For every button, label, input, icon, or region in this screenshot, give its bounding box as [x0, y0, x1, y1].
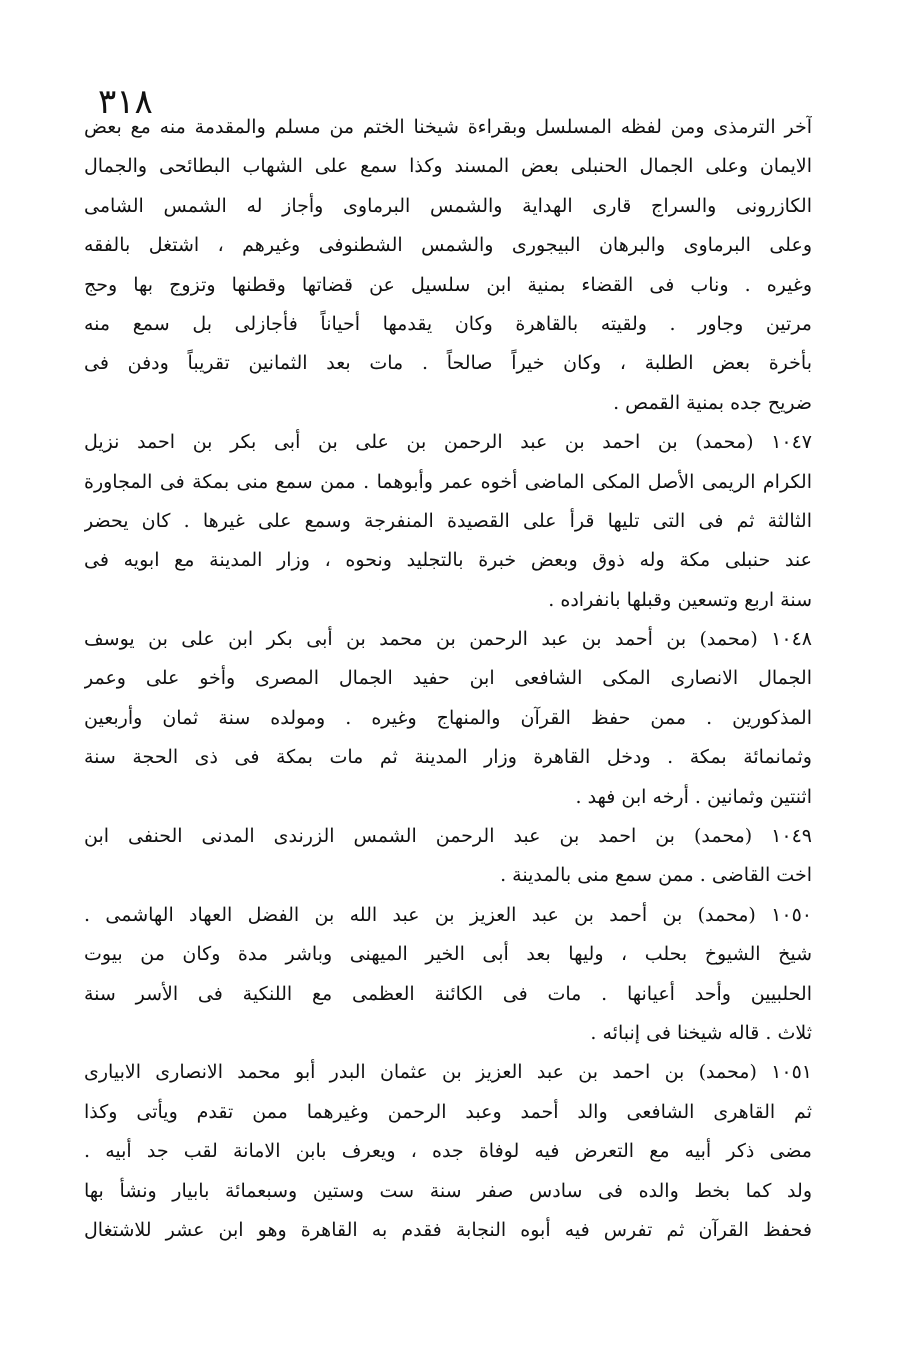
text-line: اخت القاضى . ممن سمع منى بالمدينة .	[500, 864, 812, 887]
text-line: مضى ذكر أبيه مع التعرض فيه لوفاة جده ، ويعرف بابن الامانة لقب جد أبيه .	[84, 1140, 812, 1163]
text-line: ١٠٤٨ (محمد) بن أحمد بن عبد الرحمن بن محمد بن أبى بكر ابن على بن يوسف	[84, 628, 812, 651]
text-line: ١٠٤٩ (محمد) بن احمد بن عبد الرحمن الشمس الزرندى المدنى الحنفى ابن	[84, 825, 812, 848]
text-line: ثم القاهرى الشافعى والد أحمد وعبد الرحمن وغيرهما ممن تقدم ويأتى وكذا	[84, 1100, 812, 1123]
text-line: سنة اربع وتسعين وقبلها بانفراده .	[548, 588, 812, 611]
text-line: آخر الترمذى ومن لفظه المسلسل وبقراءة شيخنا الختم من مسلم والمقدمة منه مع بعض	[84, 116, 812, 138]
text-line: اثنتين وثمانين . أرخه ابن فهد .	[575, 785, 812, 808]
text-line: شيخ الشيوخ بحلب ، وليها بعد أبى الخير الميهنى وباشر مدة وكان من بيوت	[84, 943, 812, 966]
body-text	[84, 108, 812, 1250]
text-line: عند حنبلى مكة وله ذوق وبعض خبرة بالتجليد ونحوه ، وزار المدينة مع ابويه فى	[84, 549, 812, 572]
page-number: ٣١٨	[98, 82, 153, 122]
text-line: الايمان وعلى الجمال الحنبلى بعض المسند وكذا سمع على الشهاب البطائحى والجمال	[84, 155, 812, 178]
text-line: وعلى البرماوى والبرهان البيجورى والشمس الشطنوفى وغيرهم ، اشتغل بالفقه	[84, 234, 812, 257]
text-line: الثالثة ثم فى التى تليها قرأ على القصيدة المنفرجة وسمع على غيرها . كان يحضر	[84, 509, 812, 532]
text-line: ثلاث . قاله شيخنا فى إنبائه .	[590, 1021, 812, 1044]
text-line: ١٠٥١ (محمد) بن احمد بن عبد العزيز بن عثمان البدر أبو محمد الانصارى الابيارى	[84, 1061, 812, 1084]
text-line: وثمانمائة بمكة . ودخل القاهرة وزار المدينة ثم مات بمكة فى ذى الحجة سنة	[84, 746, 812, 769]
text-line: فحفظ القرآن ثم تفرس فيه أبوه النجابة فقدم به القاهرة وهو ابن عشر للاشتغال	[84, 1218, 812, 1241]
text-line: ولد كما بخط والده فى سادس صفر سنة ست وستين وسبعمائة بابيار ونشأ بها	[84, 1179, 812, 1202]
text-line: ضريح جده بمنية القمص .	[613, 391, 812, 414]
text-line: ١٠٤٧ (محمد) بن احمد بن عبد الرحمن بن على بن أبى بكر بن احمد نزيل	[84, 431, 812, 454]
text-line: وغيره . وناب فى القضاء بمنية ابن سلسيل عن قضاتها وقطنها وتزوج بها وحج	[84, 273, 812, 296]
text-line: المذكورين . ممن حفظ القرآن والمنهاج وغيره . ومولده سنة ثمان وأربعين	[84, 706, 812, 729]
text-line: بأخرة بعض الطلبة ، وكان خيراً صالحاً . مات بعد الثمانين تقريباً ودفن فى	[84, 352, 812, 375]
text-line: الكرام الريمى الأصل المكى الماضى أخوه عمر وأبوهما . ممن سمع منى بمكة فى المجاورة	[84, 470, 812, 493]
text-line: الكازرونى والسراج قارى الهداية والشمس البرماوى وأجاز له الشمس الشامى	[84, 194, 812, 217]
text-line: الجمال الانصارى المكى الشافعى ابن حفيد الجمال المصرى وأخو على وعمر	[84, 667, 812, 690]
text-line: ١٠٥٠ (محمد) بن أحمد بن عبد العزيز بن عبد الله بن الفضل العهاد الهاشمى .	[84, 903, 812, 926]
text-line: الحلبيين وأحد أعيانها . مات فى الكائنة العظمى مع اللنكية فى الأسر سنة	[84, 982, 812, 1005]
text-line: مرتين وجاور . ولقيته بالقاهرة وكان يقدمها أحياناً فأجازلى بل سمع منه	[84, 312, 812, 335]
